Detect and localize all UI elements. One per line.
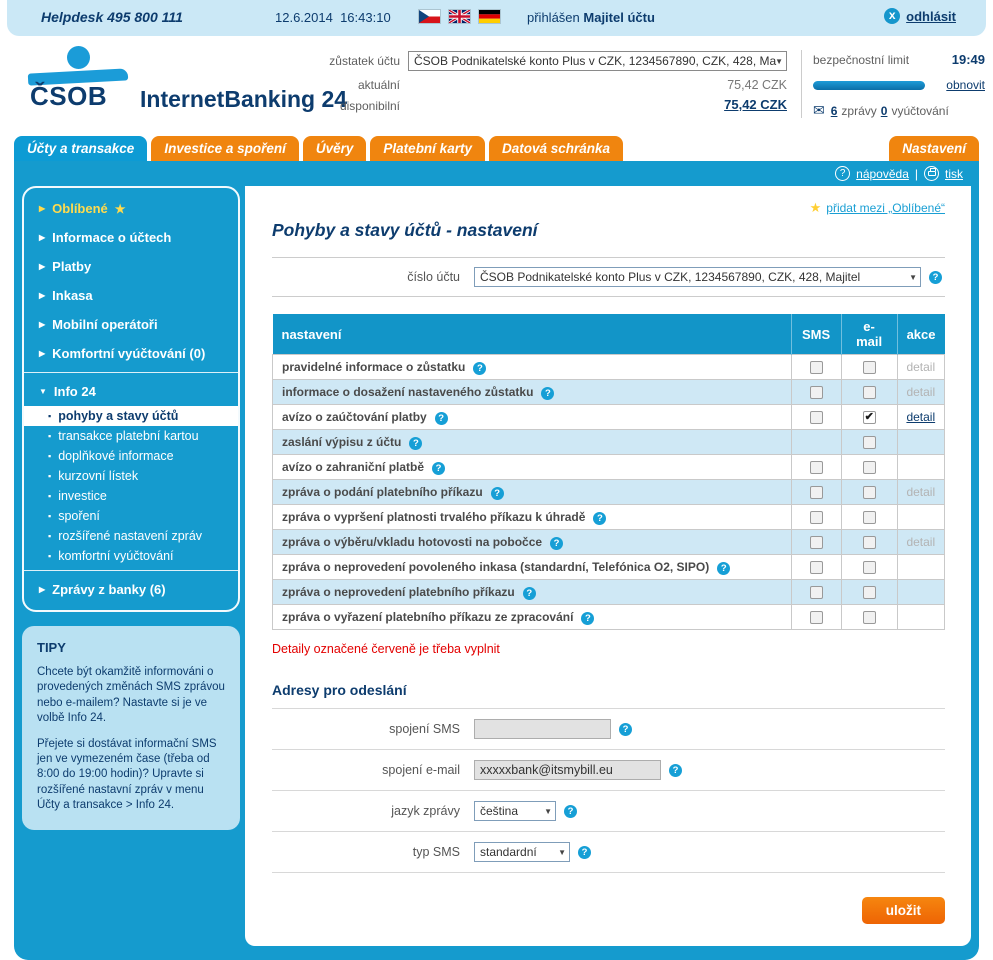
tab-nastaveni[interactable]: Nastavení <box>889 136 979 161</box>
settings-row <box>273 530 945 555</box>
email-connection-input[interactable] <box>474 760 661 780</box>
logout[interactable] <box>884 8 956 24</box>
settings-row <box>273 505 945 530</box>
settings-table <box>272 314 945 630</box>
helpdesk-label: Helpdesk 495 800 111 <box>41 9 183 25</box>
sidebar-subitem[interactable] <box>24 506 238 526</box>
setting-label: zpráva o neprovedení platebního příkazu <box>282 584 515 599</box>
save-row <box>272 873 945 946</box>
menu-separator <box>24 570 238 571</box>
tips-paragraph-1: Chcete být okamžitě informováni o provedených změnách SMS zprávou nebo e-mailem? Nastavte si je ve volbě Info 24. <box>37 666 225 725</box>
setting-label: pravidelné informace o zůstatku <box>282 359 466 374</box>
sidebar-subitem[interactable] <box>24 466 238 486</box>
tab-datova-schranka[interactable]: Datová schránka <box>489 136 623 161</box>
settings-row <box>273 480 945 505</box>
content-wrap <box>14 161 979 960</box>
settings-row <box>273 355 945 380</box>
logout-x-icon: x <box>884 8 900 24</box>
chevron-right-icon: ▶ <box>39 349 46 358</box>
printer-icon <box>928 171 936 176</box>
header-right <box>813 52 985 119</box>
settings-row <box>273 405 945 430</box>
available-balance[interactable]: 75,42 CZK <box>724 97 787 112</box>
language-flags <box>419 10 500 23</box>
header-account-value: ČSOB Podnikatelské konto Plus v CZK, 1234567890, CZK, 428, Ma <box>414 54 777 68</box>
balance-label: zůstatek účtu <box>329 54 400 68</box>
sms-checkbox[interactable] <box>810 561 823 574</box>
detail-disabled: detail <box>906 385 936 399</box>
sidebar-subitem-label: komfortní vyúčtování <box>58 549 174 563</box>
favorite-row <box>272 198 945 216</box>
sms-checkbox[interactable] <box>810 586 823 599</box>
main-tabs <box>14 135 979 161</box>
app-title: InternetBanking 24 <box>140 86 348 112</box>
email-checkbox[interactable] <box>863 561 876 574</box>
help-icon[interactable]: ? <box>491 487 504 500</box>
help-icon[interactable]: ? <box>717 562 730 575</box>
uk-flag-icon[interactable] <box>449 10 470 23</box>
bullet-icon: ▪ <box>48 411 52 421</box>
help-icon[interactable]: ? <box>435 412 448 425</box>
sidebar-item[interactable] <box>24 194 238 223</box>
chevron-down-icon: ▼ <box>544 807 552 816</box>
settings-row <box>273 380 945 405</box>
sidebar-item-label: Info 24 <box>53 384 96 399</box>
menu-separator <box>24 372 238 373</box>
setting-label: zpráva o vypršení platnosti trvalého příkazu k úhradě <box>282 509 586 524</box>
help-icon[interactable]: ? <box>409 437 422 450</box>
sidebar-subitem-label: pohyby a stavy účtů <box>58 409 179 423</box>
help-icon[interactable]: ? <box>541 387 554 400</box>
messages-count[interactable]: 6 <box>830 103 838 118</box>
envelope-icon: ✉ <box>813 102 825 118</box>
sidebar-item-label: Informace o účtech <box>52 230 172 245</box>
email-checkbox[interactable] <box>863 611 876 624</box>
current-label: aktuální <box>357 78 400 92</box>
form-row <box>272 831 945 873</box>
email-checkbox[interactable] <box>863 536 876 549</box>
sidebar-item[interactable] <box>24 310 238 339</box>
sidebar-item[interactable] <box>24 339 238 368</box>
star-icon: ★ <box>114 201 126 216</box>
german-flag-icon[interactable] <box>479 10 500 23</box>
refresh-link[interactable]: obnovit <box>946 78 985 92</box>
sidebar-subitem[interactable] <box>24 486 238 506</box>
sidebar-item[interactable] <box>24 281 238 310</box>
sms-type-select[interactable] <box>474 842 570 862</box>
chevron-down-icon: ▼ <box>909 273 917 282</box>
tab-ucty-a-transakce[interactable]: Účty a transakce <box>14 136 147 161</box>
logged-in-status <box>527 10 655 25</box>
header-divider <box>801 50 802 118</box>
detail-disabled: detail <box>906 360 936 374</box>
sms-checkbox[interactable] <box>810 461 823 474</box>
sidebar-subitem[interactable] <box>24 546 238 566</box>
help-icon[interactable]: ? <box>523 587 536 600</box>
main-panel <box>245 186 971 946</box>
help-icon[interactable]: ? <box>432 462 445 475</box>
sidebar-item-label: Platby <box>52 259 92 274</box>
sidebar-item-label: Inkasa <box>52 288 93 303</box>
email-connection-input-label: spojení e-mail <box>382 763 460 777</box>
sidebar-subitem-label: kurzovní lístek <box>58 469 139 483</box>
help-icon[interactable]: ? <box>550 537 563 550</box>
setting-label: avízo o zaúčtování platby <box>282 409 427 424</box>
sidebar-subitem-label: doplňkové informace <box>58 449 174 463</box>
sms-type-select-value: standardní <box>480 845 537 859</box>
col-akce: akce <box>897 314 944 355</box>
page-title: Pohyby a stavy účtů - nastavení <box>272 220 538 240</box>
red-note: Detaily označené červeně je třeba vyplnit <box>272 642 500 656</box>
account-number-row <box>272 257 945 297</box>
sidebar-subitem[interactable] <box>24 406 238 426</box>
help-icon[interactable]: ? <box>564 805 577 818</box>
sms-checkbox[interactable] <box>810 411 823 424</box>
tab-platebni-karty[interactable]: Platební karty <box>370 136 485 161</box>
setting-label: zaslání výpisu z účtu <box>282 434 402 449</box>
security-limit-time: 19:49 <box>951 52 985 67</box>
settings-row <box>273 455 945 480</box>
bullet-icon: ▪ <box>48 551 52 561</box>
sidebar-item[interactable] <box>24 252 238 281</box>
chevron-right-icon: ▶ <box>39 320 46 329</box>
utility-row <box>14 161 979 186</box>
setting-label: zpráva o výběru/vkladu hotovosti na pobočce <box>282 534 543 549</box>
datetime <box>275 10 391 25</box>
tisk-link[interactable]: tisk <box>945 166 963 181</box>
setting-label: informace o dosažení nastaveného zůstatku <box>282 384 534 399</box>
tips-title: TIPY <box>37 640 66 655</box>
tips-paragraph-2: Přejete si dostávat informační SMS jen ve vymezeném čase (třeba od 8:00 do 19:00 hodin)? Upravte si rozšířené nastavní zpráv v menu Účty a transakce > Info 24. <box>37 737 217 812</box>
chevron-down-icon: ▼ <box>775 57 783 66</box>
content-columns <box>14 186 979 960</box>
bullet-icon: ▪ <box>48 431 52 441</box>
email-checkbox[interactable] <box>863 486 876 499</box>
email-checkbox[interactable] <box>863 586 876 599</box>
chevron-down-icon: ▼ <box>39 387 47 396</box>
help-circle-icon[interactable]: ? <box>835 166 850 181</box>
setting-label: zpráva o neprovedení povoleného inkasa (standardní, Telefónica O2, SIPO) <box>282 559 710 574</box>
chevron-right-icon: ▶ <box>39 233 46 242</box>
sms-checkbox[interactable] <box>810 386 823 399</box>
help-icon[interactable]: ? <box>669 764 682 777</box>
tab-investice-a-sporeni[interactable]: Investice a spoření <box>151 136 299 161</box>
settings-row <box>273 555 945 580</box>
form-row <box>272 790 945 831</box>
napoveda-link[interactable]: nápověda <box>856 166 909 181</box>
logged-in-user: Majitel účtu <box>583 10 655 25</box>
detail-disabled: detail <box>906 485 936 499</box>
header <box>0 36 993 135</box>
setting-label: zpráva o vyřazení platebního příkazu ze zpracování <box>282 609 574 624</box>
addresses-heading: Adresy pro odeslání <box>272 682 407 698</box>
utility-separator: | <box>914 166 918 181</box>
col-nastaveni: nastavení <box>273 314 792 355</box>
sms-connection-input[interactable] <box>474 719 611 739</box>
email-checkbox[interactable] <box>863 461 876 474</box>
sidebar-subitem[interactable] <box>24 426 238 446</box>
chevron-right-icon: ▶ <box>39 291 46 300</box>
csob-logo <box>28 44 138 110</box>
sidebar-subitem[interactable] <box>24 526 238 546</box>
form-row <box>272 708 945 749</box>
logged-in-label: přihlášen <box>527 10 580 25</box>
bullet-icon: ▪ <box>48 471 52 481</box>
billing-count[interactable]: 0 <box>880 103 888 118</box>
header-account-select[interactable] <box>408 51 787 71</box>
help-icon[interactable]: ? <box>619 723 632 736</box>
date-label: 12.6.2014 <box>275 10 333 25</box>
email-checkbox[interactable] <box>863 411 876 424</box>
sms-checkbox[interactable] <box>810 361 823 374</box>
available-label: disponibilní <box>339 99 400 113</box>
email-checkbox[interactable] <box>863 511 876 524</box>
chevron-right-icon: ▶ <box>39 262 46 271</box>
czech-flag-icon[interactable] <box>419 10 440 23</box>
chevron-right-icon: ▶ <box>39 204 46 213</box>
help-icon[interactable]: ? <box>581 612 594 625</box>
help-icon[interactable]: ? <box>593 512 606 525</box>
settings-row <box>273 605 945 630</box>
sidebar-item-label: Komfortní vyúčtování (0) <box>52 346 206 361</box>
logout-link[interactable]: odhlásit <box>906 8 956 24</box>
sidebar-subitem-label: transakce platební kartou <box>58 429 199 443</box>
topbar <box>7 0 986 36</box>
settings-row <box>273 430 945 455</box>
col-email: e-mail <box>841 314 897 355</box>
settings-table-header <box>273 314 945 355</box>
sms-type-select-label: typ SMS <box>412 845 460 859</box>
setting-label: avízo o zahraniční platbě <box>282 459 425 474</box>
sidebar-item-info24[interactable] <box>24 377 238 406</box>
bullet-icon: ▪ <box>48 511 52 521</box>
sidebar-item-label: Oblíbené <box>52 201 108 216</box>
csob-logo-icon <box>67 46 90 69</box>
sidebar-item[interactable] <box>24 223 238 252</box>
session-progress-bar <box>813 81 925 90</box>
account-number-select[interactable] <box>474 267 921 287</box>
sidebar-item-zpravy-z-banky[interactable] <box>24 575 238 604</box>
help-icon[interactable]: ? <box>473 362 486 375</box>
sms-connection-input-label: spojení SMS <box>389 722 460 736</box>
security-limit-label: bezpečnostní limit <box>813 52 910 67</box>
addresses-form <box>272 708 945 873</box>
sms-checkbox[interactable] <box>810 536 823 549</box>
star-icon: ★ <box>809 200 822 215</box>
current-balance: 75,42 CZK <box>727 78 787 92</box>
billing-label: vyúčtování <box>891 103 949 118</box>
messages-label: zprávy <box>841 103 877 118</box>
save-button[interactable]: uložit <box>862 897 945 924</box>
account-number-value: ČSOB Podnikatelské konto Plus v CZK, 1234567890, CZK, 428, Majitel <box>480 270 861 284</box>
email-checkbox[interactable] <box>863 386 876 399</box>
sidebar-subitem-label: investice <box>58 489 107 503</box>
bullet-icon: ▪ <box>48 531 52 541</box>
settings-row <box>273 580 945 605</box>
email-checkbox[interactable] <box>863 361 876 374</box>
sms-checkbox[interactable] <box>810 511 823 524</box>
bullet-icon: ▪ <box>48 491 52 501</box>
detail-link[interactable]: detail <box>906 410 936 424</box>
time-label: 16:43:10 <box>340 10 391 25</box>
add-to-favorites-link[interactable]: přidat mezi „Oblíbené“ <box>826 201 945 215</box>
bullet-icon: ▪ <box>48 451 52 461</box>
help-icon[interactable]: ? <box>578 846 591 859</box>
sidebar-item-label: Zprávy z banky (6) <box>52 582 166 597</box>
message-language-select-value: čeština <box>480 804 519 818</box>
sidebar-menu <box>22 186 240 612</box>
print-circle-icon[interactable] <box>924 166 939 181</box>
sidebar <box>22 186 240 946</box>
tips-box <box>22 626 240 830</box>
chevron-down-icon: ▼ <box>558 848 566 857</box>
csob-logo-text: ČSOB <box>30 81 108 111</box>
message-language-select[interactable] <box>474 801 556 821</box>
account-number-label: číslo účtu <box>407 270 460 284</box>
sidebar-subitem-label: spoření <box>58 509 100 523</box>
col-sms: SMS <box>791 314 841 355</box>
sms-checkbox[interactable] <box>810 486 823 499</box>
email-checkbox[interactable] <box>863 436 876 449</box>
tab-uvery[interactable]: Úvěry <box>303 136 367 161</box>
setting-label: zpráva o podání platebního příkazu <box>282 484 483 499</box>
sidebar-item-label: Mobilní operátoři <box>52 317 158 332</box>
sms-checkbox[interactable] <box>810 611 823 624</box>
form-row <box>272 749 945 790</box>
sidebar-subitem[interactable] <box>24 446 238 466</box>
sidebar-subitem-label: rozšířené nastavení zpráv <box>58 529 203 543</box>
message-language-select-label: jazyk zprávy <box>391 804 460 818</box>
help-icon[interactable]: ? <box>929 271 942 284</box>
detail-disabled: detail <box>906 535 936 549</box>
chevron-right-icon: ▶ <box>39 585 46 594</box>
